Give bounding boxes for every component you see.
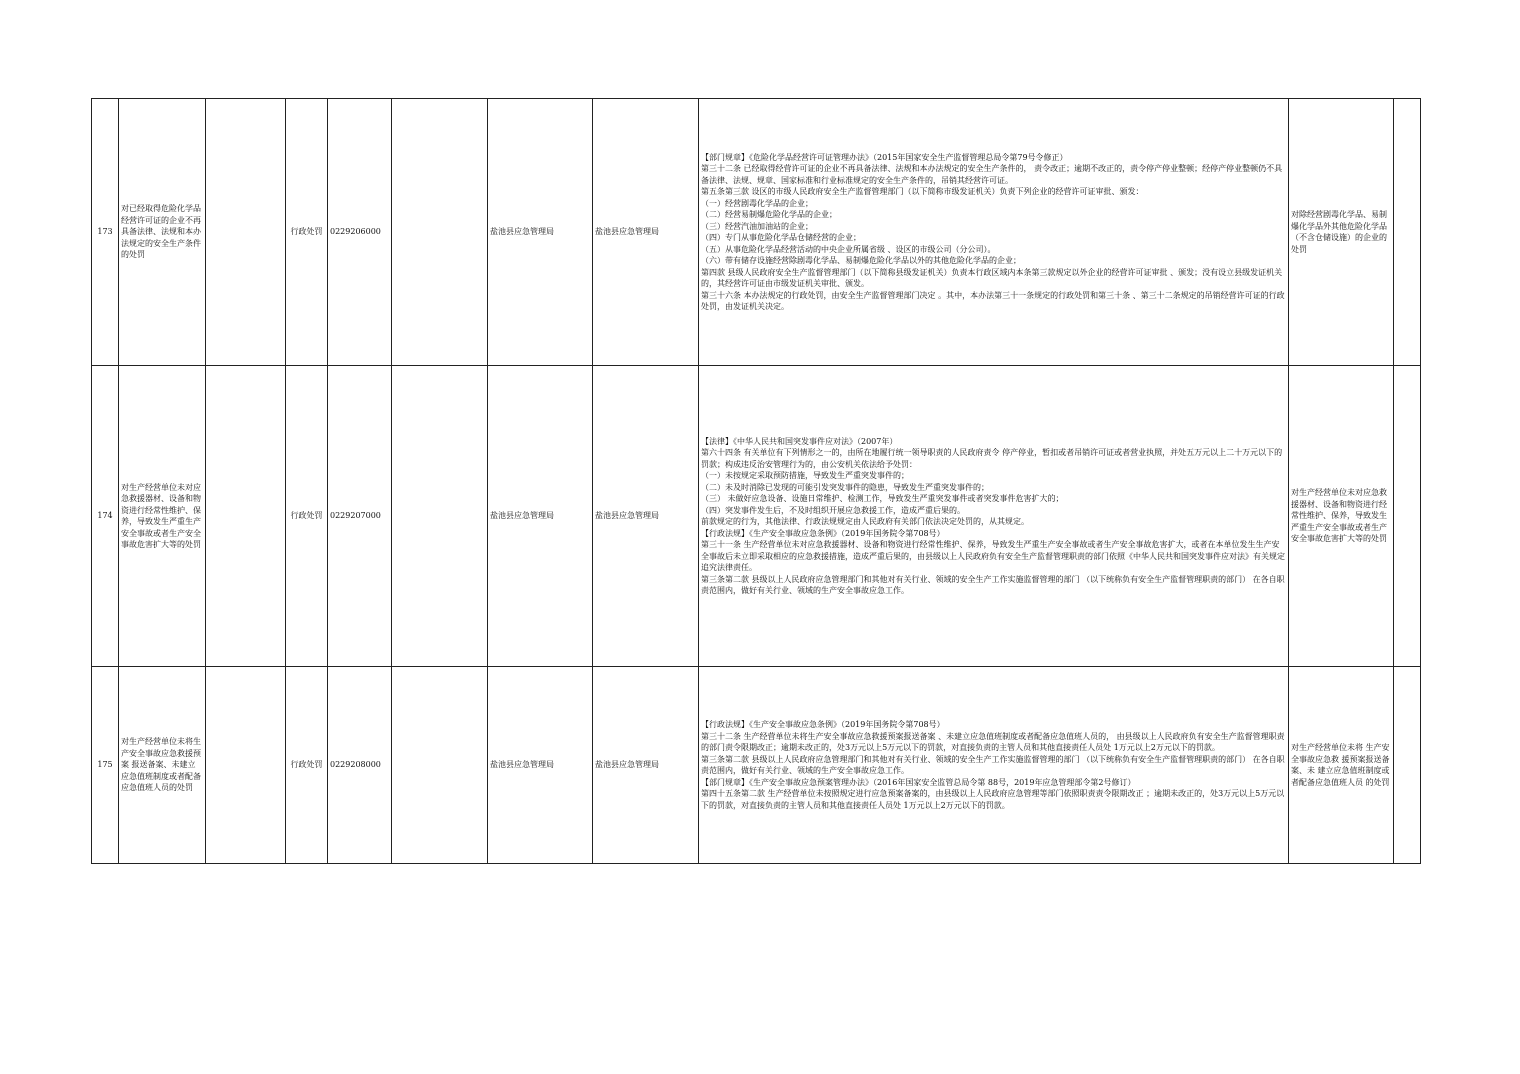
responsible-dept: 盐池县应急管理局 (593, 667, 699, 864)
empty-cell (1394, 99, 1421, 366)
basis-line: （三） 未做好应急设备、设施日常维护、检测工作，导致发生严重突发事件或者突发事件危害扩大的； (701, 494, 1064, 503)
basis-line: 第五条第三款 设区的市级人民政府安全生产监督管理部门（以下简称市级发证机关）负责下列企业的经营许可证审批、颁发： (701, 187, 1144, 196)
implementing-dept: 盐池县应急管理局 (488, 667, 593, 864)
basis-line: 【部门规章】《生产安全事故应急预案管理办法》（2016年国家安全监管总局令第 88号，2019年应急管理部令第2号修订） (701, 777, 1136, 787)
basis-line: 第六十四条 有关单位有下列情形之一的，由所在地履行统一领导职责的人民政府责令 停产停业，暂扣或者吊销许可证或者营业执照，并处五万元以上二十万元以下的罚款；构成违反治安管理行为的，由公安机关依法给予处罚： (701, 448, 1283, 469)
item-code: 0229207000 (328, 366, 392, 667)
basis-line: （一）未按规定采取预防措施，导致发生严重突发事件的； (701, 471, 909, 480)
empty-cell (206, 667, 286, 864)
legal-basis (699, 667, 1289, 864)
item-type: 行政处罚 (286, 667, 328, 864)
legal-basis (699, 366, 1289, 667)
basis-line: 【行政法规】《生产安全事故应急条例》（2019年国务院令第708号） (701, 720, 945, 729)
basis-line: 第三十二条 生产经营单位未将生产安全事故应急救援预案报送备案 、未建立应急值班制度或者配备应急值班人员的， 由县级以上人民政府负有安全生产监督管理职责的部门责令限期改正；逾期未改正的，处3万元以上5万元以下的罚款，对直接负责的主管人员和其他直接责任人员处 1万元以上2万元以下的罚款。 (701, 731, 1285, 752)
basis-line: （一）经营剧毒化学品的企业； (701, 198, 813, 208)
responsible-dept: 盐池县应急管理局 (593, 366, 699, 667)
scope-note: 对生产经营单位未对应急救援器材、设备和物资进行经常性维护、保养，导致发生严重生产安全事故或者生产安全事故危害扩大等的处罚 (1289, 366, 1394, 667)
empty-cell (206, 99, 286, 366)
table-row (92, 667, 1421, 864)
row-number: 175 (92, 667, 119, 864)
empty-cell (392, 99, 488, 366)
item-name: 对已经取得危险化学品经营许可证的企业不再具备法律、法规和本办法规定的安全生产条件的处罚 (119, 99, 206, 366)
basis-line: 第四款 县级人民政府安全生产监督管理部门（以下简称县级发证机关）负责本行政区域内本条第三款规定以外企业的经营许可证审批 、颁发；没有设立县级发证机关的，其经营许可证由市级发证机关审批、颁发。 (701, 267, 1283, 288)
item-type: 行政处罚 (286, 99, 328, 366)
basis-line: 【法律】《中华人民共和国突发事件应对法》（2007年） (701, 436, 898, 446)
table-row (92, 366, 1421, 667)
responsible-dept: 盐池县应急管理局 (593, 99, 699, 366)
basis-line: （四）突发事件发生后，不及时组织开展应急救援工作，造成严重后果的。 (701, 505, 965, 515)
basis-line: 第三条第二款 县级以上人民政府应急管理部门和其他对有关行业、领域的安全生产工作实施监督管理的部门 （以下统称负有安全生产监督管理职责的部门） 在各自职责范围内，做好有关行业、领域的生产安全事故应急工作。 (701, 754, 1285, 775)
scope-note: 对除经营剧毒化学品、易制爆化学品外其他危险化学品 （不含仓储设施）的企业的处罚 (1289, 99, 1394, 366)
empty-cell (1394, 667, 1421, 864)
basis-line: 第三条第二款 县级以上人民政府应急管理部门和其他对有关行业、领域的安全生产工作实施监督管理的部门 （以下统称负有安全生产监督管理职责的部门） 在各自职责范围内，做好有关行业、领域的生产安全事故应急工作。 (701, 574, 1285, 595)
scope-note: 对生产经营单位未将 生产安全事故应急救 援预案报送备案、未 建立应急值班制度或 者配备应急值班人员 的处罚 (1289, 667, 1394, 864)
basis-line: 第三十一条 生产经营单位未对应急救援器材、设备和物资进行经常性维护、保养，导致发生严重生产安全事故或者生产安全事故危害扩大，或者在本单位发生生产安全事故后未立即采取相应的应急救援措施，造成严重后果的，由县级以上人民政府负有安全生产监督管理职责的部门依照《中华人民共和国突发事件应对法》有关规定追究法律责任。 (701, 540, 1285, 572)
empty-cell (1394, 366, 1421, 667)
item-code: 0229206000 (328, 99, 392, 366)
basis-line: （四）专门从事危险化学品仓储经营的企业； (701, 233, 861, 242)
empty-cell (392, 366, 488, 667)
basis-line: （五）从事危险化学品经营活动的中央企业所属省级 、设区的市级公司（分公司）。 (701, 244, 996, 254)
row-number: 174 (92, 366, 119, 667)
basis-line: 前款规定的行为，其他法律、行政法规规定由人民政府有关部门依法决定处罚的，从其规定。 (701, 517, 1029, 526)
basis-line: （二）经营易制爆危险化学品的企业； (701, 210, 837, 219)
table-row (92, 99, 1421, 366)
legal-basis (699, 99, 1289, 366)
basis-line: （三）经营汽油加油站的企业； (701, 221, 813, 231)
basis-line: 第三十六条 本办法规定的行政处罚，由安全生产监督管理部门决定 。其中，本办法第三十一条规定的行政处罚和第三十条 、第三十二条规定的吊销经营许可证的行政处罚，由发证机关决定。 (701, 290, 1285, 311)
item-name: 对生产经营单位未对应急救援器材、设备和物资进行经常性维护、保养，导致发生严重生产安全事故或者生产安全事故危害扩大等的处罚 (119, 366, 206, 667)
item-type: 行政处罚 (286, 366, 328, 667)
regulation-table (91, 98, 1421, 864)
basis-line: （六）带有储存设施经营除剧毒化学品、易制爆危险化学品以外的其他危险化学品的企业； (701, 256, 1021, 265)
implementing-dept: 盐池县应急管理局 (488, 99, 593, 366)
empty-cell (392, 667, 488, 864)
empty-cell (206, 366, 286, 667)
item-code: 0229208000 (328, 667, 392, 864)
basis-line: 第四十五条第二款 生产经营单位未按照规定进行应急预案备案的，由县级以上人民政府应急管理等部门依照职责责令限期改正 ；逾期未改正的，处3万元以上5万元以下的罚款，对直接负责的主管人员和其他直接责任人员处 1万元以上2万元以下的罚款。 (701, 789, 1285, 810)
implementing-dept: 盐池县应急管理局 (488, 366, 593, 667)
basis-line: （二）未及时消除已发现的可能引发突发事件的隐患，导致发生严重突发事件的； (701, 482, 989, 492)
item-name: 对生产经营单位未将生产安全事故应急救援预案 报送备案、未建立应急值班制度或者配备应急值班人员的处罚 (119, 667, 206, 864)
basis-line: 【部门规章】《危险化学品经营许可证管理办法》（2015年国家安全生产监督管理总局令第79号令修正） (701, 152, 1068, 162)
basis-line: 【行政法规】《生产安全事故应急条例》（2019年国务院令第708号） (701, 528, 945, 538)
basis-line: 第三十二条 已经取得经营许可证的企业不再具备法律、法规和本办法规定的安全生产条件的， 责令改正；逾期不改正的，责令停产停业整顿；经停产停业整顿仍不具备法律、法规、规章、国家标准和行业标准规定的安全生产条件的，吊销其经营许可证。 (701, 164, 1283, 185)
row-number: 173 (92, 99, 119, 366)
